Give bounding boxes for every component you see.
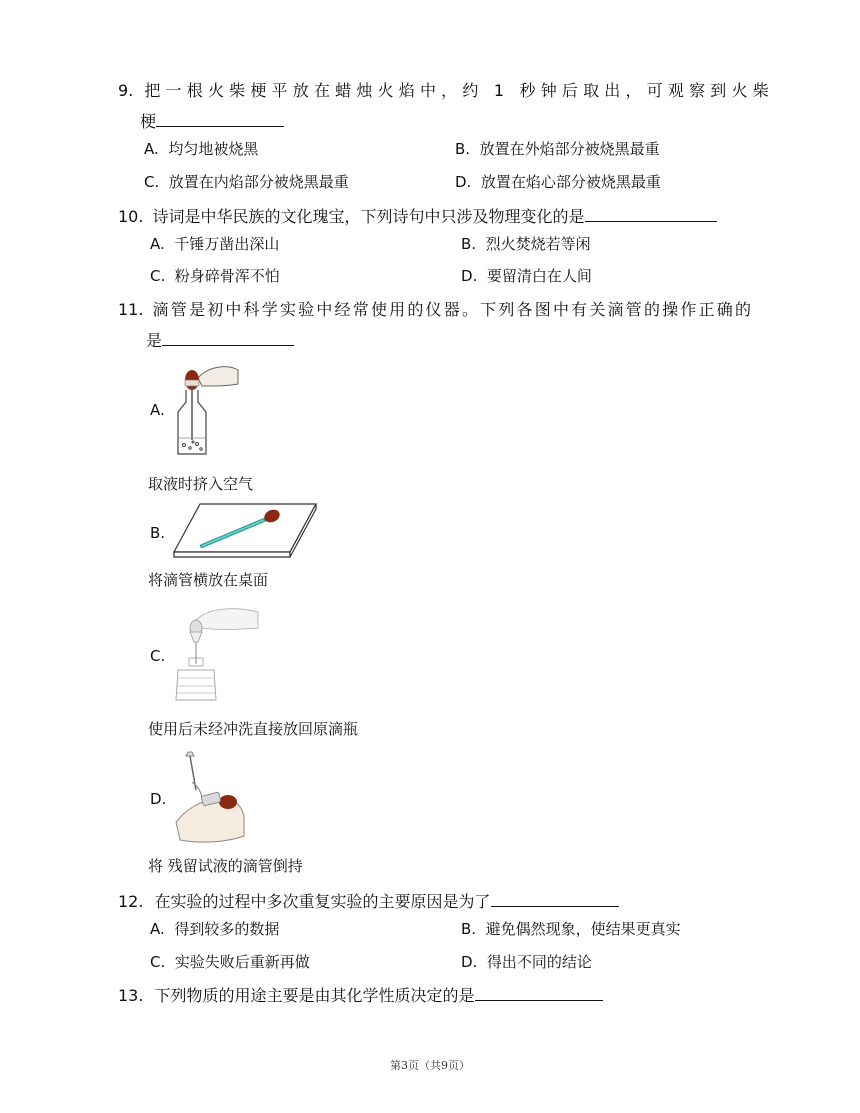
figure-a-dropper-in-bottle[interactable] (172, 360, 242, 460)
option-text: 千锤万凿出深山 (174, 235, 280, 253)
option-label: C. (144, 173, 160, 191)
q13-answer-blank[interactable] (475, 984, 603, 1001)
q11-option-c-caption: 使用后未经冲洗直接放回原滴瓶 (148, 720, 359, 738)
option-label: A. (150, 235, 165, 253)
option-label: B. (461, 920, 477, 938)
option-label: D. (461, 953, 478, 971)
q10-answer-blank[interactable] (585, 205, 717, 222)
q11-option-b-caption: 将滴管横放在桌面 (148, 571, 269, 589)
q10-stem: 诗词是中华民族的文化瑰宝，下列诗句中只涉及物理变化的是 (152, 207, 585, 226)
q9-option-c[interactable] (144, 172, 349, 192)
q9-line2 (140, 110, 284, 133)
option-label: B. (455, 140, 471, 158)
q11-option-d-label[interactable]: D. (150, 790, 167, 808)
q11-option-a-caption: 取液时挤入空气 (148, 475, 254, 493)
option-text: 实验失败后重新再做 (174, 953, 310, 971)
q12-number: 12. (118, 892, 144, 911)
q10-number: 10. (118, 207, 144, 226)
option-label: A. (150, 920, 165, 938)
q9-answer-blank[interactable] (156, 110, 284, 127)
q10-line (118, 205, 717, 228)
q10-option-a[interactable] (150, 234, 279, 254)
q9-line1 (118, 80, 774, 102)
q10-option-b[interactable] (461, 234, 591, 254)
q12-stem: 在实验的过程中多次重复实验的主要原因是为了 (154, 892, 491, 911)
q9-option-d[interactable] (455, 172, 661, 192)
q10-option-d[interactable] (461, 266, 592, 286)
option-text: 放置在内焰部分被烧黑最重 (168, 173, 349, 191)
q11-option-c-label[interactable]: C. (150, 647, 166, 665)
option-text: 避免偶然现象，使结果更真实 (485, 920, 681, 938)
figure-b-dropper-on-table[interactable] (172, 502, 318, 560)
q9-option-b[interactable] (455, 139, 660, 159)
option-label: B. (461, 235, 477, 253)
q11-line2 (146, 329, 294, 352)
option-label: A. (144, 140, 159, 158)
q11-option-b-label[interactable]: B. (150, 524, 166, 542)
q11-stem: 滴管是初中科学实验中经常使用的仪器。下列各图中有关滴管的操作正确的 (152, 300, 754, 319)
q12-option-b[interactable] (461, 919, 681, 939)
q12-line (118, 890, 619, 913)
q12-option-d[interactable] (461, 952, 592, 972)
q13-stem: 下列物质的用途主要是由其化学性质决定的是 (154, 986, 475, 1005)
q9-number: 9. (118, 81, 134, 100)
q10-option-c[interactable] (150, 266, 280, 286)
q13-number: 13. (118, 986, 144, 1005)
option-text: 均匀地被烧黑 (168, 140, 259, 158)
option-label: D. (461, 267, 478, 285)
q11-number: 11. (118, 300, 144, 319)
q9-option-a[interactable] (144, 139, 258, 159)
q12-option-c[interactable] (150, 952, 310, 972)
option-label: C. (150, 267, 166, 285)
option-text: 要留清白在人间 (486, 267, 592, 285)
q11-stem-cont: 是 (146, 331, 163, 350)
q12-answer-blank[interactable] (491, 890, 619, 907)
q9-stem: 把一根火柴梗平放在蜡烛火焰中，约 1 秒钟后取出，可观察到火柴 (144, 81, 774, 100)
option-text: 烈火焚烧若等闲 (485, 235, 591, 253)
page-footer: 第3页（共9页） (390, 1059, 470, 1072)
q11-option-a-label[interactable]: A. (150, 401, 165, 419)
option-text: 得到较多的数据 (174, 920, 280, 938)
figure-d-dropper-inverted[interactable] (172, 750, 248, 846)
q11-line1 (118, 299, 753, 321)
q11-option-d-caption: 将 残留试液的滴管倒持 (148, 857, 303, 875)
option-label: D. (455, 173, 472, 191)
q11-answer-blank[interactable] (162, 329, 294, 346)
q13-line (118, 984, 603, 1007)
option-label: C. (150, 953, 166, 971)
option-text: 粉身碎骨浑不怕 (174, 267, 280, 285)
q9-stem-cont: 梗 (140, 112, 157, 131)
option-text: 放置在焰心部分被烧黑最重 (480, 173, 661, 191)
option-text: 得出不同的结论 (486, 953, 592, 971)
option-text: 放置在外焰部分被烧黑最重 (479, 140, 660, 158)
figure-c-dropper-returned[interactable] (172, 600, 262, 706)
q12-option-a[interactable] (150, 919, 279, 939)
